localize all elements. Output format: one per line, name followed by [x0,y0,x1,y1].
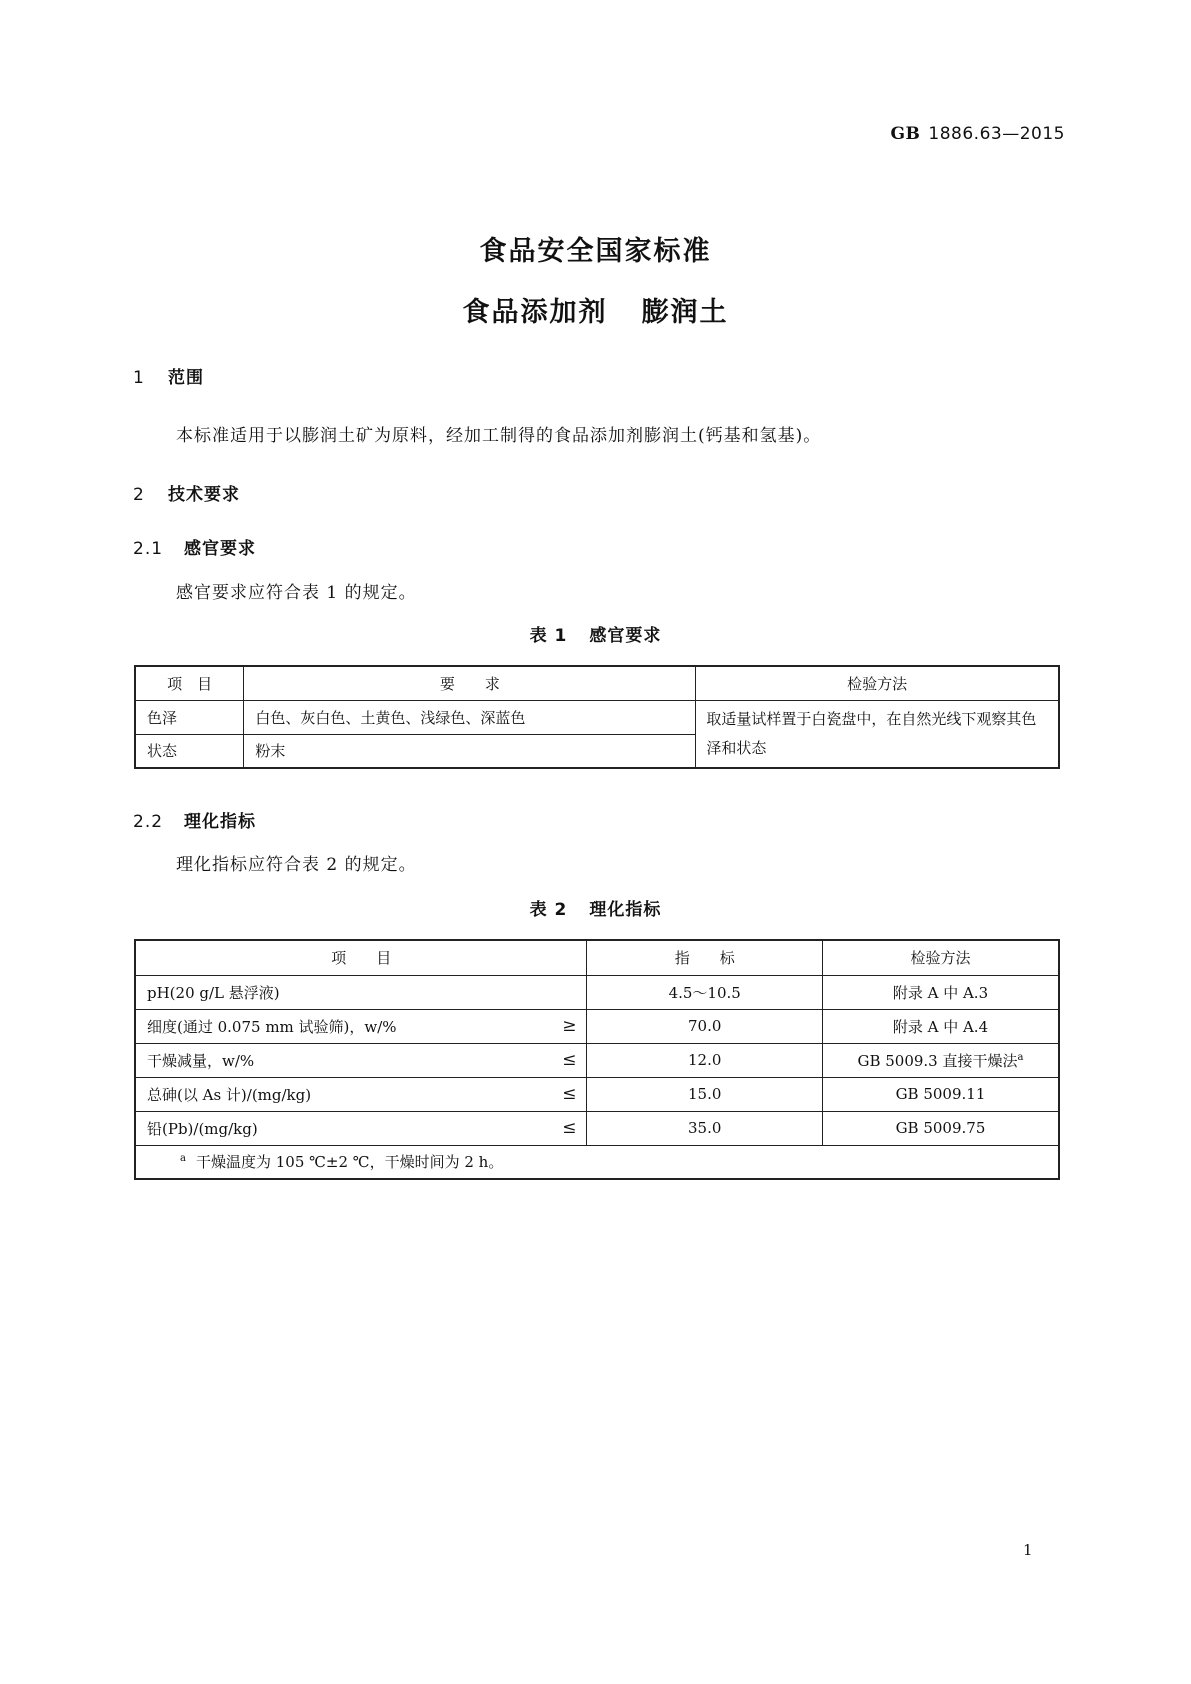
section-number: 2 [133,485,145,505]
header-cell: 项 目 [135,940,587,975]
section-title: 范围 [168,368,204,388]
section-number: 2.1 [133,539,164,559]
physicochemical-table [134,939,1060,1180]
item-text: 干燥减量，w/% [147,1051,255,1070]
method-cell: GB 5009.75 [822,1111,1059,1145]
method-cell: 附录 A 中 A.3 [822,975,1059,1009]
header-cell: 项 目 [135,666,244,700]
table-header-row [135,666,1059,700]
header-cell: 检验方法 [822,940,1059,975]
section-number: 1 [133,368,145,388]
comparison-symbol: ≥ [562,1016,577,1036]
header-cell: 要 求 [244,666,696,700]
value-cell: 15.0 [587,1077,822,1111]
comparison-symbol: ≤ [562,1118,577,1138]
header-cell: 指 标 [587,940,822,975]
footnote-marker: a [180,1153,186,1165]
section-2-2-body: 理化指标应符合表 2 的规定。 [176,855,417,875]
section-1-body: 本标准适用于以膨润土矿为原料，经加工制得的食品添加剂膨润土(钙基和氢基)。 [176,426,822,446]
caption-title: 感官要求 [589,626,662,646]
standard-number: 1886.63—2015 [928,124,1065,144]
sensory-table [134,665,1060,769]
page-number: 1 [1023,1541,1033,1559]
item-text: 细度(通过 0.075 mm 试验筛)，w/% [147,1017,397,1036]
value-cell: 12.0 [587,1043,822,1077]
section-2-heading [133,480,240,505]
item-text: 总砷(以 As 计)/(mg/kg) [147,1085,312,1104]
standard-prefix: GB [890,124,921,144]
item-cell [135,975,587,1009]
section-1-heading [133,363,204,388]
table-row [135,1009,1059,1043]
comparison-symbol: ≤ [562,1050,577,1070]
method-cell: GB 5009.11 [822,1077,1059,1111]
item-text: 铅(Pb)/(mg/kg) [147,1119,258,1138]
item-cell: 色泽 [135,700,244,734]
requirement-cell: 粉末 [244,734,696,768]
item-cell [135,1077,587,1111]
value-cell: 35.0 [587,1111,822,1145]
footnote-text: 干燥温度为 105 ℃±2 ℃，干燥时间为 2 h。 [195,1153,504,1172]
table-row [135,700,1059,734]
method-cell [822,1043,1059,1077]
footnote-marker: a [1017,1051,1024,1063]
section-title: 技术要求 [168,485,240,505]
item-cell [135,1043,587,1077]
item-cell [135,1111,587,1145]
table-row [135,1043,1059,1077]
item-cell [135,1009,587,1043]
table-footnote-row [135,1145,1059,1179]
document-title: 食品安全国家标准 [479,236,712,267]
value-cell: 70.0 [587,1009,822,1043]
caption-number: 表 1 [529,626,568,646]
table-2-caption [0,895,1191,920]
section-2-2-heading [133,807,256,832]
table-header-row [135,940,1059,975]
item-cell: 状态 [135,734,244,768]
caption-number: 表 2 [529,900,568,920]
subtitle-part-b: 膨润土 [641,297,729,328]
section-number: 2.2 [133,812,164,832]
method-cell: 附录 A 中 A.4 [822,1009,1059,1043]
section-title: 感官要求 [184,539,256,559]
caption-title: 理化指标 [589,900,662,920]
section-2-1-body: 感官要求应符合表 1 的规定。 [176,583,417,603]
table-1-caption [0,621,1191,646]
method-cell: 取适量试样置于白瓷盘中，在自然光线下观察其色泽和状态 [696,700,1059,768]
comparison-symbol: ≤ [562,1084,577,1104]
table-row [135,975,1059,1009]
value-cell: 4.5～10.5 [587,975,822,1009]
standard-code [891,124,1065,144]
method-text: GB 5009.3 直接干燥法 [857,1051,1018,1070]
item-text: pH(20 g/L 悬浮液) [147,983,280,1002]
section-title: 理化指标 [184,812,256,832]
footnote-cell [135,1145,1059,1179]
requirement-cell: 白色、灰白色、土黄色、浅绿色、深蓝色 [244,700,696,734]
table-row [135,1077,1059,1111]
header-cell: 检验方法 [696,666,1059,700]
subtitle-part-a: 食品添加剂 [462,297,608,328]
table-row [135,1111,1059,1145]
section-2-1-heading [133,534,256,559]
document-subtitle [0,290,1191,329]
